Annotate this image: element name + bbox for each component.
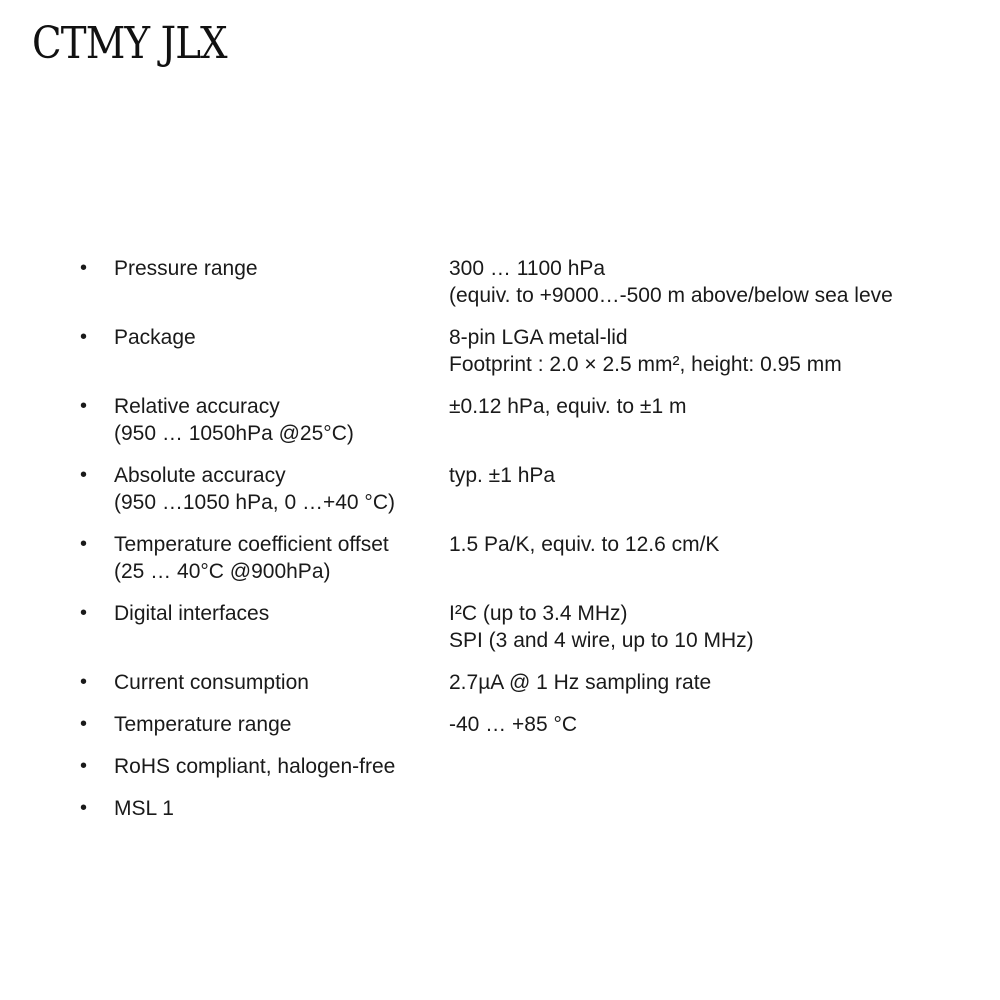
bullet-icon: • bbox=[80, 395, 88, 417]
spec-label: Current consumption bbox=[114, 671, 309, 694]
spec-label: Package bbox=[114, 326, 196, 349]
spec-value: ±0.12 hPa, equiv. to ±1 m bbox=[449, 395, 687, 418]
bullet-icon: • bbox=[80, 713, 88, 735]
spec-row-current-consumption bbox=[80, 669, 980, 696]
spec-value: typ. ±1 hPa bbox=[449, 464, 556, 487]
spec-value: I²C (up to 3.4 MHz) SPI (3 and 4 wire, up to 10 MHz) bbox=[449, 602, 754, 652]
spec-row-pressure-range bbox=[80, 255, 980, 309]
spec-value: 300 … 1100 hPa (equiv. to +9000…-500 m above/below sea leve bbox=[449, 257, 893, 307]
spec-row-relative-accuracy bbox=[80, 393, 980, 447]
spec-row-package bbox=[80, 324, 980, 378]
brand-logo-text: CTMY JLX bbox=[32, 18, 227, 69]
spec-row-digital-interfaces bbox=[80, 600, 980, 654]
spec-list bbox=[80, 255, 980, 837]
bullet-icon: • bbox=[80, 257, 88, 279]
spec-value: 2.7µA @ 1 Hz sampling rate bbox=[449, 671, 712, 694]
bullet-icon: • bbox=[80, 326, 88, 348]
spec-row-temperature-coefficient-offset bbox=[80, 531, 980, 585]
bullet-icon: • bbox=[80, 464, 88, 486]
spec-label: MSL 1 bbox=[114, 797, 174, 820]
spec-row-temperature-range bbox=[80, 711, 980, 738]
bullet-icon: • bbox=[80, 533, 88, 555]
spec-row-absolute-accuracy bbox=[80, 462, 980, 516]
spec-label: Temperature coefficient offset (25 … 40°C @900hPa) bbox=[114, 533, 389, 583]
spec-value: 1.5 Pa/K, equiv. to 12.6 cm/K bbox=[449, 533, 720, 556]
spec-row-msl bbox=[80, 795, 980, 822]
spec-label: Temperature range bbox=[114, 713, 292, 736]
spec-value: -40 … +85 °C bbox=[449, 713, 578, 736]
spec-label: Digital interfaces bbox=[114, 602, 270, 625]
bullet-icon: • bbox=[80, 797, 88, 819]
bullet-icon: • bbox=[80, 602, 88, 624]
bullet-icon: • bbox=[80, 671, 88, 693]
spec-row-rohs bbox=[80, 753, 980, 780]
spec-label: Pressure range bbox=[114, 257, 258, 280]
spec-label: Absolute accuracy (950 …1050 hPa, 0 …+40 °C) bbox=[114, 464, 395, 514]
spec-label: Relative accuracy (950 … 1050hPa @25°C) bbox=[114, 395, 354, 445]
spec-value: 8-pin LGA metal-lid Footprint : 2.0 × 2.5 mm², height: 0.95 mm bbox=[449, 326, 842, 376]
bullet-icon: • bbox=[80, 755, 88, 777]
spec-label: RoHS compliant, halogen-free bbox=[114, 755, 396, 778]
